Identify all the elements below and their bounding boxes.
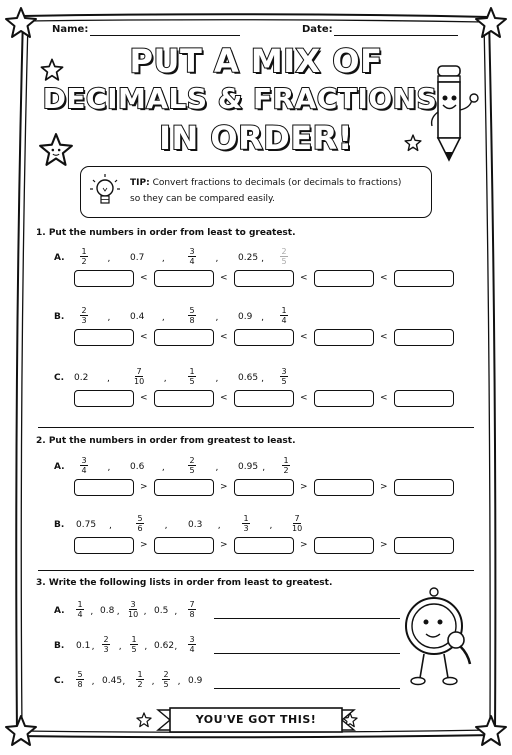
fraction-denominator: 4: [189, 645, 195, 654]
decimal-value: 0.95: [238, 462, 259, 472]
comparison-symbol: <: [380, 332, 388, 342]
answer-box[interactable]: [74, 329, 134, 346]
decimal-value: 0.6: [130, 462, 145, 472]
fraction-numerator: 1: [243, 514, 249, 523]
comparison-symbol: >: [140, 540, 148, 550]
decimal-value: 0.1: [76, 641, 91, 651]
star-icon: [136, 712, 152, 728]
fraction-value: [292, 514, 302, 533]
fraction-denominator: 5: [163, 680, 169, 689]
comma-separator: ,: [161, 463, 165, 473]
decimal-value: 0.45: [102, 676, 123, 686]
tip-text-1: Convert fractions to decimals (or decimals to fractions): [152, 178, 402, 188]
comparison-symbol: <: [220, 273, 228, 283]
part-label: A.: [54, 462, 65, 472]
decimal-value: 0.2: [74, 373, 89, 383]
fraction-denominator: 3: [81, 316, 87, 325]
fraction-value: [76, 670, 84, 689]
decimal-value: 0.9: [188, 676, 203, 686]
tip-text-2: so they can be compared easily.: [130, 194, 275, 204]
fraction-denominator: 3: [243, 524, 249, 533]
fraction-numerator: 5: [77, 670, 83, 679]
fraction-numerator: 3: [189, 635, 195, 644]
fraction-numerator: 1: [189, 367, 195, 376]
comma-separator: ,: [161, 313, 165, 323]
fraction-denominator: 4: [189, 257, 195, 266]
fraction-numerator: 2: [189, 456, 195, 465]
answer-line[interactable]: [214, 688, 400, 689]
comma-separator: ,: [91, 677, 95, 687]
comparison-symbol: <: [300, 332, 308, 342]
fraction-value: [188, 600, 196, 619]
fraction-denominator: 2: [137, 680, 143, 689]
name-field[interactable]: [90, 24, 240, 36]
decimal-value: 0.75: [76, 520, 97, 530]
question-1-title: 1. Put the numbers in order from least to greatest.: [36, 228, 296, 238]
fraction-denominator: 2: [283, 466, 289, 475]
comma-separator: ,: [122, 677, 126, 687]
fraction-denominator: 2: [81, 257, 87, 266]
decimal-value: 0.9: [238, 312, 253, 322]
comparison-symbol: <: [140, 393, 148, 403]
star-icon: [38, 132, 74, 168]
fraction-value: [102, 635, 110, 654]
answer-box[interactable]: [154, 329, 214, 346]
comma-separator: ,: [144, 642, 148, 652]
pencil-mascot-icon: [424, 60, 486, 166]
date-label: Date:: [302, 24, 333, 35]
fraction-denominator: 5: [189, 377, 195, 386]
question-3-title: 3. Write the following lists in order from least to greatest.: [36, 578, 333, 588]
answer-box[interactable]: [234, 270, 294, 287]
fraction-value: [188, 306, 196, 325]
title-line-3: IN ORDER!: [159, 119, 353, 157]
fraction-value: [136, 514, 144, 533]
fraction-value: [188, 635, 196, 654]
star-icon: [4, 6, 38, 40]
fraction-numerator: 1: [281, 306, 287, 315]
fraction-numerator: 1: [283, 456, 289, 465]
banner-text: YOU'VE GOT THIS!: [195, 713, 317, 726]
answer-box[interactable]: [314, 270, 374, 287]
fraction-value: [128, 600, 138, 619]
answer-box[interactable]: [314, 537, 374, 554]
comma-separator: ,: [163, 374, 167, 384]
part-label: B.: [54, 312, 65, 322]
comparison-symbol: >: [300, 482, 308, 492]
answer-box[interactable]: [314, 479, 374, 496]
fraction-numerator: 7: [136, 367, 142, 376]
answer-box[interactable]: [74, 390, 134, 407]
part-label: C.: [54, 373, 65, 383]
comma-separator: ,: [91, 642, 95, 652]
fraction-numerator: 7: [294, 514, 300, 523]
answer-box[interactable]: [394, 270, 454, 287]
comma-separator: ,: [164, 521, 168, 531]
fraction-value: [280, 367, 288, 386]
magnifier-mascot-icon: [398, 582, 484, 698]
fraction-numerator: 3: [81, 456, 87, 465]
fraction-numerator: 3: [130, 600, 136, 609]
fraction-value: [162, 670, 170, 689]
part-label: A.: [54, 606, 65, 616]
comparison-symbol: <: [220, 332, 228, 342]
comparison-symbol: <: [300, 393, 308, 403]
decimal-value: 0.25: [238, 253, 259, 263]
comma-separator: ,: [215, 254, 219, 264]
star-icon: [474, 6, 508, 40]
title-line-2: DECIMALS & FRACTIONS: [42, 82, 438, 115]
comma-separator: ,: [143, 607, 147, 617]
fraction-value: [136, 670, 144, 689]
date-field[interactable]: [334, 24, 458, 36]
tip-line-1: [130, 178, 401, 188]
fraction-numerator: 3: [189, 247, 195, 256]
comparison-symbol: <: [300, 273, 308, 283]
fraction-value: [134, 367, 144, 386]
part-label: A.: [54, 253, 65, 263]
fraction-denominator: 5: [131, 645, 137, 654]
comma-separator: ,: [261, 254, 264, 264]
fraction-numerator: 1: [137, 670, 143, 679]
star-icon: [404, 134, 422, 152]
answer-box[interactable]: [154, 390, 214, 407]
decimal-value: 0.3: [188, 520, 203, 530]
answer-box[interactable]: [154, 537, 214, 554]
star-icon: [474, 714, 508, 748]
answer-box[interactable]: [234, 537, 294, 554]
comma-separator: ,: [107, 313, 111, 323]
fraction-value: [188, 247, 196, 266]
comparison-symbol: <: [140, 273, 148, 283]
comparison-symbol: <: [220, 393, 228, 403]
question-2-title: 2. Put the numbers in order from greatest to least.: [36, 436, 296, 446]
tip-box: [80, 166, 432, 218]
comma-separator: ,: [109, 521, 112, 531]
fraction-numerator: 2: [281, 247, 287, 256]
fraction-denominator: 8: [189, 610, 195, 619]
fraction-value: [80, 456, 88, 475]
fraction-value: [282, 456, 290, 475]
comparison-symbol: >: [380, 482, 388, 492]
comma-separator: ,: [174, 607, 178, 617]
section-divider: [38, 570, 474, 571]
comma-separator: ,: [262, 463, 266, 473]
answer-box[interactable]: [394, 537, 454, 554]
tip-label: TIP:: [130, 178, 150, 188]
answer-box[interactable]: [314, 329, 374, 346]
fraction-denominator: 4: [81, 466, 87, 475]
fraction-denominator: 4: [281, 316, 287, 325]
fraction-denominator: 5: [281, 377, 287, 386]
answer-box[interactable]: [394, 390, 454, 407]
answer-box[interactable]: [154, 270, 214, 287]
fraction-value: [130, 635, 138, 654]
fraction-denominator: 6: [137, 524, 143, 533]
answer-box[interactable]: [154, 479, 214, 496]
fraction-value: [280, 247, 288, 266]
comma-separator: ,: [174, 642, 178, 652]
comma-separator: ,: [107, 254, 111, 264]
fraction-denominator: 5: [189, 466, 195, 475]
fraction-value: [76, 600, 84, 619]
answer-box[interactable]: [234, 390, 294, 407]
fraction-numerator: 1: [131, 635, 137, 644]
fraction-value: [80, 247, 88, 266]
answer-line[interactable]: [214, 618, 400, 619]
part-label: B.: [54, 520, 65, 530]
comparison-symbol: <: [380, 273, 388, 283]
comma-separator: ,: [215, 313, 219, 323]
answer-line[interactable]: [214, 653, 400, 654]
answer-box[interactable]: [74, 270, 134, 287]
comma-separator: ,: [90, 607, 94, 617]
fraction-numerator: 2: [81, 306, 87, 315]
comma-separator: ,: [151, 677, 155, 687]
part-label: C.: [54, 676, 65, 686]
fraction-denominator: 5: [281, 257, 287, 266]
fraction-numerator: 1: [77, 600, 83, 609]
comparison-symbol: >: [220, 482, 228, 492]
title-line-1: PUT A MIX OF: [129, 42, 383, 80]
part-label: B.: [54, 641, 65, 651]
comma-separator: ,: [107, 374, 110, 384]
fraction-numerator: 2: [163, 670, 169, 679]
answer-box[interactable]: [234, 479, 294, 496]
name-label: Name:: [52, 24, 89, 35]
fraction-denominator: 10: [292, 524, 303, 533]
fraction-denominator: 10: [134, 377, 145, 386]
fraction-value: [242, 514, 250, 533]
comma-separator: ,: [116, 607, 120, 617]
fraction-denominator: 3: [103, 645, 109, 654]
fraction-value: [188, 456, 196, 475]
fraction-value: [80, 306, 88, 325]
fraction-denominator: 8: [77, 680, 83, 689]
star-icon: [40, 58, 64, 82]
comparison-symbol: >: [380, 540, 388, 550]
fraction-denominator: 8: [189, 316, 195, 325]
comparison-symbol: <: [140, 332, 148, 342]
comparison-symbol: >: [140, 482, 148, 492]
comma-separator: ,: [107, 463, 111, 473]
comma-separator: ,: [215, 374, 219, 384]
answer-box[interactable]: [234, 329, 294, 346]
comma-separator: ,: [161, 254, 165, 264]
section-divider: [38, 427, 474, 428]
fraction-denominator: 4: [77, 610, 83, 619]
decimal-value: 0.5: [154, 606, 169, 616]
fraction-numerator: 5: [189, 306, 195, 315]
fraction-numerator: 7: [189, 600, 195, 609]
comma-separator: ,: [217, 521, 221, 531]
answer-box[interactable]: [74, 479, 134, 496]
comparison-symbol: >: [300, 540, 308, 550]
answer-box[interactable]: [394, 479, 454, 496]
fraction-denominator: 10: [128, 610, 139, 619]
comparison-symbol: <: [380, 393, 388, 403]
comparison-symbol: >: [220, 540, 228, 550]
fraction-value: [188, 367, 196, 386]
fraction-numerator: 5: [137, 514, 143, 523]
fraction-numerator: 3: [281, 367, 287, 376]
comma-separator: ,: [118, 642, 122, 652]
decimal-value: 0.4: [130, 312, 145, 322]
comma-separator: ,: [261, 313, 264, 323]
decimal-value: 0.62: [154, 641, 175, 651]
fraction-numerator: 2: [103, 635, 109, 644]
lightbulb-icon: [88, 172, 122, 212]
answer-box[interactable]: [394, 329, 454, 346]
decimal-value: 0.8: [100, 606, 115, 616]
answer-box[interactable]: [314, 390, 374, 407]
comma-separator: ,: [177, 677, 181, 687]
comma-separator: ,: [269, 521, 273, 531]
star-icon: [4, 714, 38, 748]
decimal-value: 0.65: [238, 373, 259, 383]
answer-box[interactable]: [74, 537, 134, 554]
fraction-value: [280, 306, 288, 325]
decimal-value: 0.7: [130, 253, 145, 263]
fraction-numerator: 1: [81, 247, 87, 256]
comma-separator: ,: [261, 374, 264, 384]
comma-separator: ,: [215, 463, 219, 473]
